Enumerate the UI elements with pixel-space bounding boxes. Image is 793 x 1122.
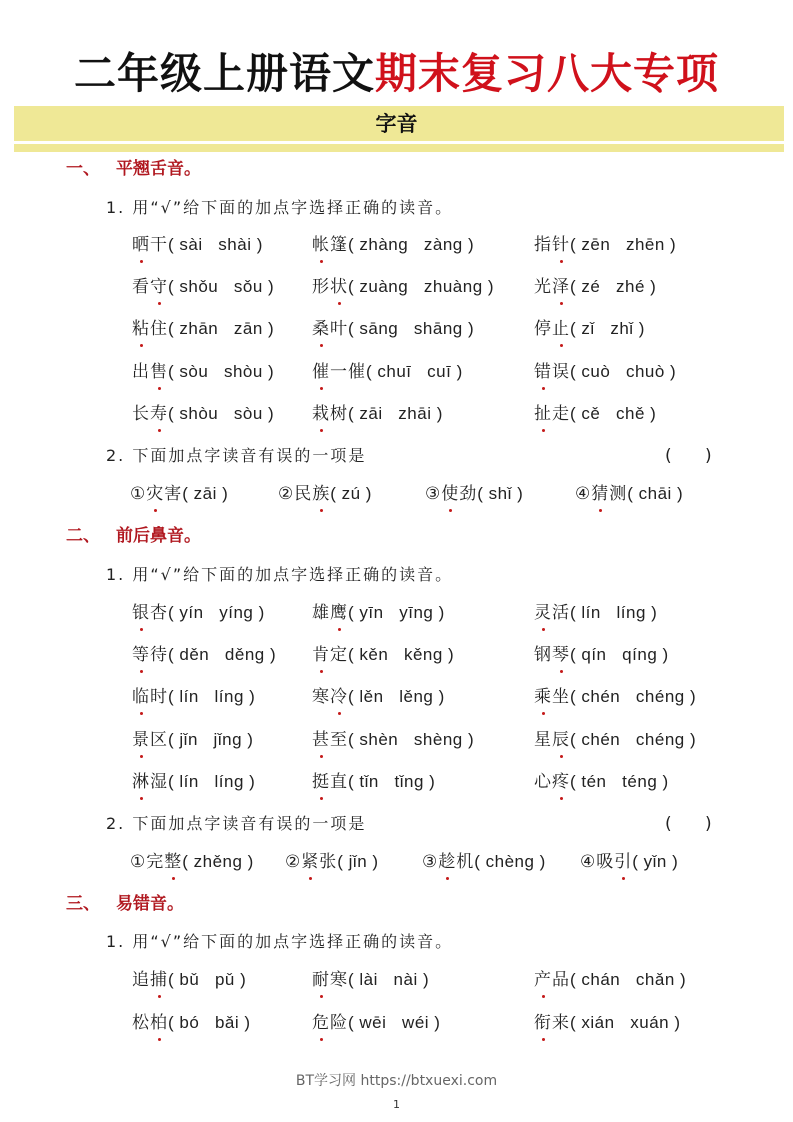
word — [312, 970, 348, 990]
word — [438, 852, 474, 872]
answer-options — [130, 482, 750, 508]
pinyin-choice-item[interactable] — [534, 968, 686, 992]
pinyin-choice-item[interactable] — [132, 728, 253, 752]
dotted-character: 族 — [312, 484, 331, 504]
pinyin-choice-item[interactable] — [534, 728, 696, 752]
answer-blank[interactable]: ( ) — [665, 446, 712, 466]
word — [534, 1013, 570, 1033]
pinyin-options[interactable]: ( xián xuán ) — [570, 1013, 681, 1032]
item-row — [132, 402, 752, 428]
dotted-character: 产 — [534, 970, 552, 990]
word — [312, 1013, 348, 1033]
dotted-character: 栽 — [312, 404, 330, 424]
option-number: ① — [130, 484, 147, 504]
pinyin-options[interactable]: ( chuī cuī ) — [366, 362, 463, 381]
page-number: 1 — [393, 1098, 400, 1111]
dotted-character: 售 — [150, 362, 168, 382]
pinyin-options[interactable]: ( yín yíng ) — [168, 603, 265, 622]
pinyin-choice-item[interactable] — [534, 233, 676, 257]
item-row — [132, 685, 752, 711]
word — [534, 730, 570, 750]
character: 民 — [294, 484, 313, 504]
word — [132, 730, 168, 750]
dotted-character: 寿 — [150, 404, 168, 424]
dotted-character: 使 — [441, 484, 460, 504]
character: 害 — [164, 484, 183, 504]
pinyin-choice-item[interactable] — [312, 360, 463, 384]
word — [312, 319, 348, 339]
item-row — [132, 968, 752, 994]
dotted-character: 桑 — [312, 319, 330, 339]
pinyin-choice-item[interactable] — [132, 601, 265, 625]
pinyin-options[interactable]: ( lín líng ) — [168, 687, 256, 706]
dotted-character: 整 — [164, 852, 183, 872]
character: 钢 — [534, 645, 552, 665]
character: 树 — [330, 404, 348, 424]
answer-option[interactable] — [278, 482, 372, 506]
pinyin-choice-item[interactable] — [534, 360, 676, 384]
page-title — [0, 48, 793, 100]
section-heading-2 — [66, 525, 201, 547]
character: 坐 — [552, 687, 570, 707]
dotted-character: 衔 — [534, 1013, 552, 1033]
word — [132, 277, 168, 297]
dotted-character: 趁 — [438, 852, 457, 872]
item-row — [132, 275, 752, 301]
option-number: ① — [130, 852, 147, 872]
pinyin-options[interactable]: ( bǔ pǔ ) — [168, 970, 247, 989]
pinyin-choice-item[interactable] — [132, 1011, 251, 1035]
pinyin-options[interactable]: ( cě chě ) — [570, 404, 657, 423]
pinyin-options[interactable]: ( zǐ zhǐ ) — [570, 319, 645, 338]
character: 直 — [330, 772, 348, 792]
word — [534, 319, 570, 339]
pinyin-choice-item[interactable] — [312, 275, 494, 299]
question-2-1: 1. 用“√”给下面的加点字选择正确的读音。 — [106, 565, 454, 584]
question-3-1: 1. 用“√”给下面的加点字选择正确的读音。 — [106, 932, 454, 951]
word — [132, 645, 168, 665]
item-row — [132, 233, 752, 259]
character: 叶 — [330, 319, 348, 339]
question-1-2: 2. 下面加点字读音有误的一项是 — [106, 446, 367, 465]
section-number: 三、 — [66, 894, 100, 914]
dotted-character: 银 — [132, 603, 150, 623]
section-number: 一、 — [66, 159, 100, 179]
option-pinyin: ( shǐ ) — [477, 484, 524, 503]
pinyin-options[interactable]: ( kěn kěng ) — [348, 645, 455, 664]
question-1-1: 1. 用“√”给下面的加点字选择正确的读音。 — [106, 198, 454, 217]
pinyin-choice-item[interactable] — [312, 601, 445, 625]
character: 走 — [552, 404, 570, 424]
question-2-2: 2. 下面加点字读音有误的一项是 — [106, 814, 367, 833]
dotted-character: 鹰 — [330, 603, 348, 623]
dotted-character: 柏 — [150, 1013, 168, 1033]
character: 杏 — [150, 603, 168, 623]
character: 光 — [534, 277, 552, 297]
character: 心 — [534, 772, 552, 792]
dotted-character: 紧 — [301, 852, 320, 872]
character: 张 — [319, 852, 338, 872]
pinyin-options[interactable]: ( yīn yīng ) — [348, 603, 445, 622]
word — [312, 277, 348, 297]
word — [312, 362, 366, 382]
pinyin-choice-item[interactable] — [312, 1011, 440, 1035]
pinyin-choice-item[interactable] — [534, 402, 656, 426]
word — [301, 852, 337, 872]
character: 出 — [132, 362, 150, 382]
dotted-character: 催 — [312, 362, 330, 382]
pinyin-options[interactable]: ( sài shài ) — [168, 235, 263, 254]
dotted-character: 琴 — [552, 645, 570, 665]
word — [534, 687, 570, 707]
item-row — [132, 770, 752, 796]
pinyin-choice-item[interactable] — [534, 601, 657, 625]
word — [441, 484, 477, 504]
pinyin-options[interactable]: ( wēi wéi ) — [348, 1013, 441, 1032]
pinyin-options[interactable]: ( chán chǎn ) — [570, 970, 687, 989]
word — [132, 404, 168, 424]
answer-option[interactable] — [285, 850, 379, 874]
item-row — [132, 728, 752, 754]
word — [294, 484, 330, 504]
pinyin-choice-item[interactable] — [534, 770, 669, 794]
character: 定 — [330, 645, 348, 665]
word — [146, 852, 182, 872]
character: 险 — [330, 1013, 348, 1033]
item-row — [132, 1011, 752, 1037]
word — [596, 852, 632, 872]
character: 活 — [552, 603, 570, 623]
dotted-character: 扯 — [534, 404, 552, 424]
item-row — [132, 643, 752, 669]
option-number: ② — [285, 852, 302, 872]
dotted-character: 耐 — [312, 970, 330, 990]
pinyin-options[interactable]: ( zhān zān ) — [168, 319, 275, 338]
pinyin-options[interactable]: ( shòu sòu ) — [168, 404, 275, 423]
option-pinyin: ( zhěng ) — [182, 852, 254, 871]
dotted-character: 针 — [552, 235, 570, 255]
option-number: ③ — [425, 484, 442, 504]
character: 吸 — [596, 852, 615, 872]
character: 机 — [456, 852, 475, 872]
answer-option[interactable] — [425, 482, 523, 506]
option-pinyin: ( jǐn ) — [337, 852, 379, 871]
dotted-character: 景 — [132, 730, 150, 750]
character: 寒 — [312, 687, 330, 707]
pinyin-options[interactable]: ( chén chéng ) — [570, 730, 697, 749]
character: 误 — [552, 362, 570, 382]
pinyin-choice-item[interactable] — [312, 968, 429, 992]
pinyin-choice-item[interactable] — [312, 317, 474, 341]
pinyin-choice-item[interactable] — [132, 968, 246, 992]
dotted-character: 危 — [312, 1013, 330, 1033]
answer-option[interactable] — [130, 482, 228, 506]
word — [534, 645, 570, 665]
pinyin-options[interactable]: ( lín líng ) — [570, 603, 658, 622]
dotted-character: 引 — [614, 852, 633, 872]
word — [534, 362, 570, 382]
character: 寒 — [330, 970, 348, 990]
pinyin-options[interactable]: ( shǒu sǒu ) — [168, 277, 275, 296]
word — [534, 235, 570, 255]
word — [132, 687, 168, 707]
character: 长 — [132, 404, 150, 424]
pinyin-choice-item[interactable] — [312, 728, 474, 752]
dotted-character: 淋 — [132, 772, 150, 792]
dotted-character: 晒 — [132, 235, 150, 255]
dotted-character: 捕 — [150, 970, 168, 990]
option-pinyin: ( yǐn ) — [632, 852, 679, 871]
word — [534, 404, 570, 424]
section-heading-3 — [66, 893, 184, 915]
dotted-character: 泽 — [552, 277, 570, 297]
word — [312, 603, 348, 623]
dotted-character: 灵 — [534, 603, 552, 623]
option-number: ④ — [580, 852, 597, 872]
pinyin-options[interactable]: ( sāng shāng ) — [348, 319, 475, 338]
pinyin-choice-item[interactable] — [132, 685, 255, 709]
dotted-character: 辰 — [552, 730, 570, 750]
option-number: ② — [278, 484, 295, 504]
character: 一 — [330, 362, 348, 382]
option-number: ③ — [422, 852, 439, 872]
pinyin-options[interactable]: ( shèn shèng ) — [348, 730, 475, 749]
word — [132, 772, 168, 792]
word — [534, 277, 570, 297]
character: 催 — [348, 362, 366, 382]
pinyin-options[interactable]: ( zé zhé ) — [570, 277, 657, 296]
section-title: 平翘舌音。 — [116, 159, 201, 179]
pinyin-choice-item[interactable] — [534, 643, 669, 667]
character: 指 — [534, 235, 552, 255]
answer-option[interactable] — [580, 850, 678, 874]
option-pinyin: ( chèng ) — [474, 852, 546, 871]
pinyin-options[interactable]: ( lài nài ) — [348, 970, 430, 989]
word — [534, 970, 570, 990]
dotted-character: 错 — [534, 362, 552, 382]
dotted-character: 状 — [330, 277, 348, 297]
character: 雄 — [312, 603, 330, 623]
pinyin-choice-item[interactable] — [132, 402, 274, 426]
pinyin-options[interactable]: ( sòu shòu ) — [168, 362, 275, 381]
word — [132, 603, 168, 623]
character: 测 — [609, 484, 628, 504]
word — [146, 484, 182, 504]
pinyin-choice-item[interactable] — [312, 233, 474, 257]
pinyin-options[interactable]: ( tén téng ) — [570, 772, 669, 791]
section-title: 易错音。 — [116, 894, 184, 914]
dotted-character: 肯 — [312, 645, 330, 665]
pinyin-choice-item[interactable] — [534, 685, 696, 709]
word — [312, 772, 348, 792]
pinyin-choice-item[interactable] — [132, 643, 276, 667]
pinyin-options[interactable]: ( zhàng zàng ) — [348, 235, 475, 254]
character: 劲 — [459, 484, 478, 504]
answer-option[interactable] — [575, 482, 683, 506]
character: 干 — [150, 235, 168, 255]
dotted-character: 冷 — [330, 687, 348, 707]
pinyin-choice-item[interactable] — [132, 275, 274, 299]
item-row — [132, 601, 752, 627]
character: 完 — [146, 852, 165, 872]
character: 看 — [132, 277, 150, 297]
character: 区 — [150, 730, 168, 750]
option-pinyin: ( chāi ) — [627, 484, 684, 503]
answer-blank[interactable]: ( ) — [665, 814, 712, 834]
item-row — [132, 317, 752, 343]
section-number: 二、 — [66, 526, 100, 546]
pinyin-options[interactable]: ( tǐn tǐng ) — [348, 772, 436, 791]
section-heading-1 — [66, 158, 201, 180]
dotted-character: 灾 — [146, 484, 165, 504]
pinyin-choice-item[interactable] — [132, 233, 263, 257]
word — [132, 362, 168, 382]
footer-watermark: BT学习网 https://btxuexi.com — [295, 1073, 498, 1089]
word — [312, 404, 348, 424]
pinyin-choice-item[interactable] — [534, 317, 645, 341]
character: 待 — [150, 645, 168, 665]
title-band-stripe — [14, 144, 784, 152]
character: 停 — [534, 319, 552, 339]
pinyin-options[interactable]: ( qín qíng ) — [570, 645, 669, 664]
dotted-character: 临 — [132, 687, 150, 707]
character: 篷 — [330, 235, 348, 255]
pinyin-options[interactable]: ( jǐn jǐng ) — [168, 730, 254, 749]
pinyin-choice-item[interactable] — [132, 770, 255, 794]
answer-option[interactable] — [130, 850, 254, 874]
pinyin-options[interactable]: ( zēn zhēn ) — [570, 235, 677, 254]
word — [312, 687, 348, 707]
character: 松 — [132, 1013, 150, 1033]
answer-options — [130, 850, 750, 876]
dotted-character: 甚 — [312, 730, 330, 750]
word — [312, 235, 348, 255]
pinyin-options[interactable]: ( děn děng ) — [168, 645, 277, 664]
word — [132, 1013, 168, 1033]
character: 追 — [132, 970, 150, 990]
pinyin-choice-item[interactable] — [312, 643, 454, 667]
word — [312, 730, 348, 750]
character: 来 — [552, 1013, 570, 1033]
dotted-character: 挺 — [312, 772, 330, 792]
pinyin-options[interactable]: ( cuò chuò ) — [570, 362, 677, 381]
pinyin-options[interactable]: ( chén chéng ) — [570, 687, 697, 706]
word — [591, 484, 627, 504]
topic-label: 字音 — [375, 112, 418, 136]
word — [132, 319, 168, 339]
pinyin-options[interactable]: ( zuàng zhuàng ) — [348, 277, 495, 296]
dotted-character: 粘 — [132, 319, 150, 339]
answer-option[interactable] — [422, 850, 546, 874]
word — [534, 772, 570, 792]
character: 湿 — [150, 772, 168, 792]
dotted-character: 乘 — [534, 687, 552, 707]
dotted-character: 帐 — [312, 235, 330, 255]
character: 时 — [150, 687, 168, 707]
character: 品 — [552, 970, 570, 990]
pinyin-choice-item[interactable] — [312, 685, 445, 709]
option-number: ④ — [575, 484, 592, 504]
title-red-part: 期末复习八大专项 — [375, 49, 720, 98]
pinyin-options[interactable]: ( bó bǎi ) — [168, 1013, 251, 1032]
option-pinyin: ( zú ) — [330, 484, 372, 503]
dotted-character: 守 — [150, 277, 168, 297]
pinyin-choice-item[interactable] — [534, 275, 656, 299]
pinyin-choice-item[interactable] — [534, 1011, 681, 1035]
character: 至 — [330, 730, 348, 750]
title-black-part: 二年级上册语文 — [73, 49, 375, 98]
pinyin-options[interactable]: ( lín líng ) — [168, 772, 256, 791]
dotted-character: 疼 — [552, 772, 570, 792]
section-title: 前后鼻音。 — [116, 526, 201, 546]
pinyin-options[interactable]: ( lěn lěng ) — [348, 687, 445, 706]
dotted-character: 等 — [132, 645, 150, 665]
dotted-character: 猜 — [591, 484, 610, 504]
character: 住 — [150, 319, 168, 339]
pinyin-choice-item[interactable] — [132, 360, 274, 384]
pinyin-choice-item[interactable] — [312, 402, 443, 426]
pinyin-choice-item[interactable] — [132, 317, 274, 341]
option-pinyin: ( zāi ) — [182, 484, 229, 503]
item-row — [132, 360, 752, 386]
character: 形 — [312, 277, 330, 297]
word — [132, 970, 168, 990]
word — [312, 645, 348, 665]
word — [534, 603, 570, 623]
dotted-character: 止 — [552, 319, 570, 339]
pinyin-options[interactable]: ( zāi zhāi ) — [348, 404, 443, 423]
word — [132, 235, 168, 255]
character: 星 — [534, 730, 552, 750]
pinyin-choice-item[interactable] — [312, 770, 435, 794]
